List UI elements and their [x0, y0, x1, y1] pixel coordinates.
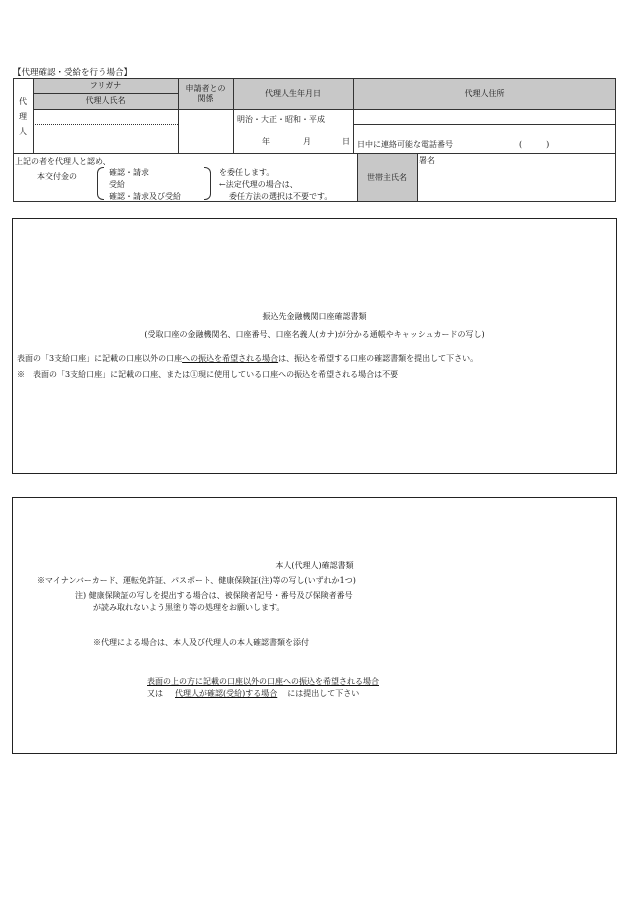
left-bracket	[97, 167, 104, 200]
agent-name-header: 代理人氏名	[85, 96, 126, 105]
agent-id-note: ※代理による場合は、本人及び代理人の本人確認書類を添付	[93, 638, 309, 647]
bank-account-document-box	[12, 218, 617, 474]
bank-doc-instruction: 表面の「3支給口座」に記載の口座以外の口座への振込を希望される場合は、振込を希望する口座の確認書類を提出して下さい。	[17, 354, 479, 363]
delegation-prefix: 本交付金の	[37, 172, 77, 181]
signature-field[interactable]	[419, 166, 615, 200]
month-label: 月	[303, 137, 311, 146]
entrust-text: を委任します。	[219, 168, 275, 177]
id-doc-list: ※マイナンバーカード、運転免許証、パスポート、健康保険証(注)等の写し(いずれか1つ)	[37, 576, 356, 585]
id-doc-note-2: が読み取れないよう黒塗り等の処理をお願いします。	[93, 603, 285, 612]
id-doc-note-1: 注) 健康保険証の写しを提出する場合は、被保険者記号・番号及び保険者番号	[75, 591, 353, 600]
agent-name-field[interactable]	[34, 125, 177, 152]
legal-note-2: 委任方法の選択は不要です。	[229, 192, 333, 201]
identity-document-box	[12, 497, 617, 754]
delegation-statement: 上記の者を代理人と認め、	[15, 157, 111, 166]
option-confirm-request-receive[interactable]: 確認・請求及び受給	[109, 192, 181, 201]
address-header: 代理人住所	[464, 88, 505, 98]
birthdate-header: 代理人生年月日	[265, 88, 321, 98]
side-label-1: 代	[19, 96, 27, 106]
era-options[interactable]: 明治・大正・昭和・平成	[237, 115, 325, 124]
right-bracket	[204, 167, 211, 200]
householder-label: 世帯主氏名	[367, 172, 407, 182]
section-title: 【代理確認・受給を行う場合】	[13, 68, 133, 78]
day-label: 日	[342, 137, 350, 146]
id-doc-title: 本人(代理人)確認書類	[275, 561, 354, 570]
address-field[interactable]	[354, 110, 615, 123]
furigana-header: フリガナ	[89, 80, 122, 90]
option-confirm-request[interactable]: 確認・請求	[109, 168, 149, 177]
furigana-field[interactable]	[34, 110, 177, 123]
daytime-phone-label: 日中に連絡可能な電話番号	[357, 140, 453, 149]
bank-doc-exemption: ※ 表面の「3支給口座」に記載の口座、または①現に使用している口座への振込を希望される場合は不要	[17, 370, 399, 379]
agent-table	[13, 78, 616, 202]
signature-label: 署名	[419, 156, 435, 165]
phone-field[interactable]: ( )	[519, 140, 550, 149]
year-label: 年	[262, 137, 270, 146]
submission-condition-1: 表面の上の方に記載の口座以外の口座への振込を希望される場合	[147, 677, 379, 686]
bank-doc-subtitle: (受取口座の金融機関名、口座番号、口座名義人(カナ)が分かる通帳やキャッシュカードの写し)	[144, 330, 485, 339]
submission-condition-2: 又は 代理人が確認(受給)する場合 には提出して下さい	[147, 689, 360, 698]
option-receive[interactable]: 受給	[109, 180, 125, 189]
side-label-2: 理	[19, 111, 27, 121]
bank-doc-title: 振込先金融機関口座確認書類	[262, 312, 367, 321]
legal-note-1: ←法定代理の場合は、	[219, 180, 298, 189]
relation-field[interactable]	[179, 110, 232, 152]
side-label-3: 人	[19, 126, 27, 136]
relation-header: 申請者との 関係	[185, 83, 226, 103]
